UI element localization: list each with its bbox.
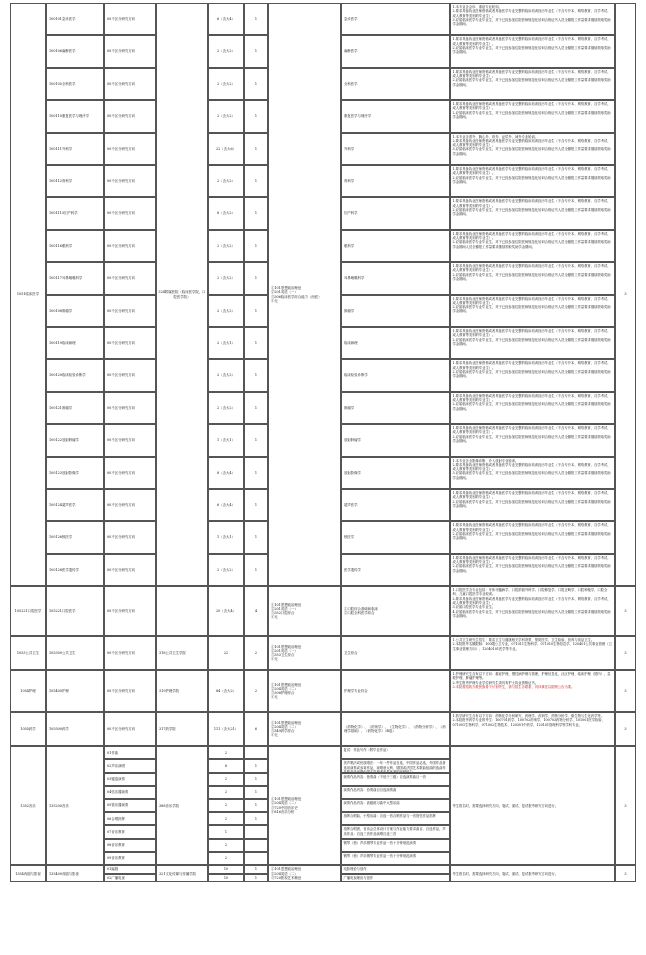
quota-cell: 8（含大4） [208,457,244,489]
exempt-cell: 1 [244,359,268,391]
exempt-cell: 1 [244,786,268,799]
remarks-cell [450,712,615,746]
quota-cell: 22 [208,636,244,670]
exam-subjects-cell: ①101思想政治理论 ②201英语（一） ③353卫生综合 ④无 [268,636,341,670]
remarks-text: 1.护理研究生含有以下方向：重症护理、慢性病护理与管理、护理信息化、社区护理、临床护理（国内）、急救护理、肿瘤护理等。 2.考生报考护理专业学位研究生须具有护士执业资格证书。 [452,672,611,685]
exempt-cell: 1 [244,133,268,165]
exam-subjects-cell: ①101思想政治理论 ②204英语（二） ③720中国音乐史 ④816音乐分析 [268,746,341,865]
research-direction-cell: 00不区分研究方向 [104,359,156,391]
retest-field-cell [341,786,450,799]
retest-field-text: 广播电视理论与创作 [343,875,374,880]
exempt-cell [244,852,268,865]
retest-field-cell: 耳鼻咽喉科学 [341,262,450,294]
research-direction-cell: 02广播电视 [104,874,156,883]
research-direction-cell: 08音乐教育 [104,839,156,852]
major-cell: 1354戏剧与影视 [10,865,46,882]
program-code-cell: 100117耳鼻咽喉科学 [46,262,104,294]
research-direction-cell: 00不区分研究方向 [104,133,156,165]
remarks-cell: 1.要求具备执业医师资格或者具备医学专业完整的临床培训经历毕业生（不含专升本、网络教育、自学考试、成人教育等类别的毕业生）。 2.应届临床医学专业毕业生，对于已经参加住院医师规范化培训合格证书人员全额报工作量要求继续领取奖助学金期间。 [450,68,615,100]
program-code-cell: 105500药学 [46,712,104,746]
research-direction-cell: 05管乐器演奏 [104,799,156,812]
retest-field-cell [341,865,450,874]
research-direction-cell: 00不区分研究方向 [104,165,156,197]
research-direction-cell: 00不区分研究方向 [104,35,156,67]
research-direction-cell: 02声乐演唱 [104,759,156,772]
exempt-cell: 1 [244,865,268,874]
retest-field-cell [341,773,450,786]
quota-cell: 2（含大2） [208,165,244,197]
research-direction-cell: 00不区分研究方向 [104,295,156,327]
retest-field-cell: 临床检验诊断学 [341,359,450,391]
major-cell: 1054护理 [10,670,46,712]
retest-field-text: 演奏作品内容：高级练习曲中大型乐曲 [343,801,400,805]
research-direction-cell: 00不区分研究方向 [104,3,156,35]
quota-cell: 2（含大2） [208,262,244,294]
quota-cell: 111（含大21） [208,712,244,746]
remarks-cell [450,636,615,670]
exam-subjects-cell: ①101思想政治理论 ②204英语（二） ③308护理综合 ④无 [268,670,341,712]
research-direction-cell: 00不区分研究方向 [104,712,156,746]
quota-cell: 2 [208,812,244,825]
exempt-cell: 1 [244,759,268,772]
exempt-cell: 2 [244,670,268,712]
quota-cell: 10 [208,874,244,883]
retest-field-cell: 放射肿瘤学 [341,424,450,456]
exam-subjects-cell: ①101思想政治理论 ②201英语（一） ③352口腔综合 ④无 [268,586,341,636]
remarks-cell: 1.要求具备执业医师资格或者具备医学专业完整的临床培训经历毕业生（不含专升本、网络教育、自学考试、成人教育等类别的毕业生）。 2.应届临床医学专业毕业生，对于已经参加住院医师规范化培训合格证书人员全额报工作量要求继续领取奖助学金期间。 [450,359,615,391]
retest-field-cell: ①口腔综合基础和临床 ②口腔全科医学综合 [341,586,450,636]
retest-field-cell: 放射影像学 [341,457,450,489]
program-code-cell: 105221口腔医学 [46,586,104,636]
program-code-cell: 100110康复医学与理疗学 [46,100,104,132]
quota-cell: 6（含大4） [208,489,244,521]
last-col-cell: 3 [615,746,636,865]
last-col-cell: 3 [615,712,636,746]
retest-field-cell: 肿瘤学 [341,392,450,424]
research-direction-cell: 00不区分研究方向 [104,636,156,670]
research-direction-cell: 01编剧 [104,865,156,874]
exempt-cell: 2 [244,636,268,670]
last-col-cell: 3 [615,865,636,882]
school-cell: 324附属医院（临床医学院，口腔医学院） [156,3,208,586]
exempt-cell: 1 [244,424,268,456]
exempt-cell: 1 [244,197,268,229]
school-cell: 388音乐学院 [156,746,208,865]
quota-cell: 1（含大1） [208,521,244,553]
exempt-cell: 1 [244,262,268,294]
remarks-cell: 1.要求具备执业医师资格或者具备医学专业完整的临床培训经历毕业生（不含专升本、网络教育、自学考试、成人教育等类别的毕业生）。 2.应届临床医学专业毕业生，对于已经参加住院医师规范化培训合格证书人员全额报工作量要求继续领取奖助学金期间。 [450,327,615,359]
exempt-cell: 1 [244,773,268,786]
remarks-cell: 考生报名时，需要选择研究方向，笔试、面试、复试报考研究方向进行。 [450,746,615,865]
remarks-highlight-text: 3.本院将招收少数民族骨干计划考生，请与招生办联系，具体事宜以院网公告为准。 [452,685,575,690]
retest-field-cell: 肿瘤学 [341,295,450,327]
remarks-text: 1.药学研究生含有以下方向：药物化学分析研究、药理学、药剂学、药物分析学、微生物与生化药学等。 2.本院报考药学专业的考生：100701药学、100702药剂学、100703药物分析学、101001医学检验、071001生物科学、071002生物技术、120301中药学、120101管理科学等学科专业。 [452,714,605,727]
remarks-cell: 1.要求具备执业医师资格或者具备医学专业完整的临床培训经历毕业生（不含专升本、网络教育、自学考试、成人教育等类别的毕业生）。 2.应届临床医学专业毕业生，对于已经参加住院医师规范化培训合格证书人员全额报工作量要求继续领取奖助学金期间。 [450,197,615,229]
program-code-cell: 100120临床检验诊断学 [46,359,104,391]
retest-field-cell: 核医学 [341,521,450,553]
exempt-cell: 1 [244,295,268,327]
retest-field-text: 美声唱法或民族唱法：一年一件作品自选，中国作品必选，外国作品者选用演奏或参赛作品，演唱意大利、德国或法国艺术歌曲组曲的选曲作品数首选演唱中国名声调者有着优秀的演唱能力。 [343,761,446,773]
quota-cell: 1 [208,825,244,838]
program-code-cell: 100108肿瘤学 [46,295,104,327]
program-code-cell: 100112骨科学 [46,165,104,197]
research-direction-cell: 00不区分研究方向 [104,327,156,359]
research-direction-cell: 00不区分研究方向 [104,424,156,456]
retest-field-text: 钢琴（独）声乐钢琴专业作品一首十分钟规范演奏 [343,853,417,858]
quota-cell: 2 [208,746,244,759]
remarks-cell: 1.要求具备执业医师资格或者具备医学专业完整的临床培训经历毕业生（不含专升本、网络教育、自学考试、成人教育等类别的毕业生）。 2.应届临床医学专业毕业生，对于已经参加住院医师规范化培训合格证书人员全额报工作量要求继续领取奖助学金期间。 [450,295,615,327]
quota-cell: 8 [208,759,244,772]
research-direction-cell: 00不区分研究方向 [104,586,156,636]
remarks-cell: 1.要求具备执业医师资格或者具备医学专业完整的临床培训经历毕业生（不含专升本、网络教育、自学考试、成人教育等类别的毕业生）。 2.应届临床医学专业毕业生，对于已经参加住院医师规范化培训合格证书人员全额报工作量要求继续领取奖助学金期间人员全额报工作量要求继续领取奖助学金期间。 [450,230,615,262]
retest-field-cell [341,874,450,883]
research-direction-cell: 00不区分研究方向 [104,392,156,424]
program-code-cell: 100124超声医学 [46,489,104,521]
research-direction-cell: 00不区分研究方向 [104,262,156,294]
quota-cell: 20（含大4） [208,586,244,636]
exam-subjects-cell: ①101思想政治理论 ②204英语（二） ③349药学综合 ④无 [268,712,341,746]
retest-field-text: 复试：作品写作（附毕业作品） [343,748,390,753]
research-direction-cell: 04弦乐器演奏 [104,786,156,799]
quota-cell: 2（含大2） [208,359,244,391]
quota-cell: 10 [208,865,244,874]
program-code-cell: 100119临床病理 [46,327,104,359]
remarks-cell: 考生报名时，需要选择研究方向，笔试、面试、复试报考研究方向进行。 [450,865,615,882]
quota-cell: 2 [208,852,244,865]
exam-subjects-cell: ①101思想政治理论 ②201英语（一） ③306临床医学综合能力（西医） ④无 [268,3,341,586]
school-cell [156,586,208,636]
research-direction-cell: 00不区分研究方向 [104,521,156,553]
school-cell: 317药学院 [156,712,208,746]
last-col-cell: 3 [615,586,636,636]
remarks-text: 1.公共卫生研究生招生：要求卫生与健康相关学科背景、预防医学、卫生检验、营养与食品卫生。 2.本院报考名额限制：100限公卫专业，071011生物科学、071010生物信息学、120401公共事业管理（卫生事业管理方向）、12040101医学等专业。 [452,638,612,651]
research-direction-cell: 01作曲 [104,746,156,759]
program-code-cell: 1001115妇产科学 [46,197,104,229]
retest-field-cell [341,746,450,759]
research-direction-cell: 00不区分研究方向 [104,554,156,586]
remarks-text: 1.口腔医学含专业包括：牙体牙髓病学、口腔颌面外科学、口腔修复学、口腔正畸学、口腔种植学、口腔全科、儿童口腔医学专业轮训。 2.要求具备执业医师资格或者具备医学专业完整的临床培训经历毕业生（不含专升本、网络教育、自学考试、成人教育等类别的毕业生）。 3.应届口腔医学专业毕业生。 4.应届临床医学专业毕业生，对于已经参加住院医师规范化培训合格证书人员全额报工作量要求继续领取奖助学金期间。 [452,588,611,618]
exempt-cell: 1 [244,100,268,132]
quota-cell: 84（含大2） [208,670,244,712]
remarks-cell: 1.要求具备执业医师资格或者具备医学专业完整的临床培训经历毕业生（不含专升本、网络教育、自学考试、成人教育等类别的毕业生）。 2.应届临床医学专业毕业生，对于已经参加住院医师规范化培训合格证书人员全额报工作量要求继续领取奖助学金期间。 [450,165,615,197]
major-cell: 1053公共卫生 [10,636,46,670]
last-col-cell: 3 [615,636,636,670]
remarks-cell [450,586,615,636]
quota-cell: 22（含大6） [208,133,244,165]
quota-cell: 2 [208,773,244,786]
exempt-cell [244,825,268,838]
quota-cell: 2 [208,799,244,812]
exempt-cell: 1 [244,68,268,100]
remarks-cell: 1.要求具备执业医师资格或者具备医学专业完整的临床培训经历毕业生（不含专升本、网络教育、自学考试、成人教育等类别的毕业生）。 2.应届临床医学专业毕业生，对于已经参加住院医师规范化培训合格证书人员全额报工作量要求继续领取奖助学金期间。 [450,392,615,424]
major-cell: 105221口腔医学 [10,586,46,636]
exam-subjects-cell: ①101思想政治理论 ②204英语（二） ③720影视艺术概论 [268,865,341,882]
last-col-cell: 3 [615,670,636,712]
quota-cell: 2（含大1） [208,327,244,359]
exempt-cell: 1 [244,3,268,35]
retest-field-text: 指挥合唱曲、小型乐曲：自选一首合唱作品与一首管弦作品指挥 [343,814,436,819]
exempt-cell [244,839,268,852]
program-code-cell: 100106麻醉医学 [46,35,104,67]
retest-field-cell: 医学遗传学 [341,554,450,586]
remarks-cell: 1.要求具备执业医师资格或者具备医学专业完整的临床培训经历毕业生（不含专升本、网络教育、自学考试、成人教育等类别的毕业生）。 2.应届临床医学专业毕业生，对于已经参加住院医师规范化培训合格证书人员全额报工作量要求继续领取奖助学金期间。 [450,262,615,294]
exempt-cell: 1 [244,392,268,424]
exempt-cell: 1 [244,165,268,197]
research-direction-cell: 00不区分研究方向 [104,100,156,132]
retest-field-text: 电影理论与创作 [343,867,367,872]
research-direction-cell: 00不区分研究方向 [104,489,156,521]
research-direction-cell: 06合唱指挥 [104,812,156,825]
retest-field-cell: 《药物化学》、《药剂学》、《生物化学》、《药物分析学》、《药理学基础》、《药物化学》（B卷） [341,712,450,746]
retest-field-text: 演奏作品内容：独奏曲（不低于三级）自选演奏曲目一首 [343,774,426,779]
research-direction-cell: 09音乐教育 [104,852,156,865]
program-code-cell: 105400护理 [46,670,104,712]
program-code-cell: 100101急诊医学 [46,3,104,35]
retest-field-cell: 急诊医学 [341,3,450,35]
remarks-cell: 1.本专业含全影像诊断、介入放射专业轮训。 2.要求具备执业医师资格或者具备医学专业完整的临床培训经历毕业生（不含专升本、网络教育、自学考试、成人教育等类别的毕业生）。 3.应届临床医学专业毕业生，对于已经参加住院医师规范化培训合格证书人员全额报工作量要求继续领取奖助学金期间。 [450,457,615,489]
exempt-cell: 1 [244,489,268,521]
research-direction-cell: 00不区分研究方向 [104,670,156,712]
school-cell: 319护理学院 [156,670,208,712]
program-code-cell: 105300公共卫生 [46,636,104,670]
quota-cell: 2（含大2） [208,554,244,586]
research-direction-cell: 00不区分研究方向 [104,68,156,100]
major-cell: 1352音乐 [10,746,46,865]
retest-field-cell: 康复医学与理疗学 [341,100,450,132]
research-direction-cell: 07音乐教育 [104,825,156,838]
research-direction-cell: 03键盘演奏 [104,773,156,786]
retest-field-cell: 超声医学 [341,489,450,521]
program-code-cell: 100128医学遗传学 [46,554,104,586]
remarks-cell: 1.本专业含会诊、重症专业轮训。 2.要求具备执业医师资格或者具备医学专业完整的临床培训经历毕业生（不含专升本、网络教育、自学考试、成人教育等类别的毕业生）。 3.应届临床医学专业毕业生，对于已经参加住院医师规范化培训合格证书人员全额报工作量要求继续领取奖助学金期间。 [450,3,615,35]
retest-field-extra: 作品，声乐作品：自选三首作品演唱自选三首 [343,827,446,836]
retest-field-cell: 外科学 [341,133,450,165]
exempt-cell: 6 [244,712,268,746]
retest-field-cell: 麻醉医学 [341,35,450,67]
program-code-cell: 100111外科学 [46,133,104,165]
research-direction-cell: 00不区分研究方向 [104,197,156,229]
program-code-cell: 100105全科医学 [46,68,104,100]
retest-field-cell [341,759,450,772]
school-cell: 318公共卫生学院 [156,636,208,670]
remarks-cell: 1.要求具备执业医师资格或者具备医学专业完整的临床培训经历毕业生（不含专升本、网络教育、自学考试、成人教育等类别的毕业生）。 2.应届临床医学专业毕业生，对于已经参加住院医师规范化培训合格证书人员全额报工作量要求继续领取奖助学金期间。 [450,100,615,132]
program-code-cell: 100123放射影像学 [46,457,104,489]
quota-cell: 2（含大2） [208,392,244,424]
retest-field-cell: 卫生综合 [341,636,450,670]
program-code-cell: 135200音乐 [46,746,104,865]
exempt-cell: 1 [244,457,268,489]
quota-cell: 2（含大2） [208,35,244,67]
research-direction-cell: 00不区分研究方向 [104,230,156,262]
quota-cell: 6（含大4） [208,3,244,35]
retest-field-cell [341,799,450,812]
retest-field-cell: 临床病理 [341,327,450,359]
retest-field-cell [341,852,450,865]
quota-cell: 2（含大2） [208,295,244,327]
program-code-cell: 100122放射肿瘤学 [46,424,104,456]
exempt-cell: 1 [244,521,268,553]
remarks-cell: 1.要求具备执业医师资格或者具备医学专业完整的临床培训经历毕业生（不含专升本、网络教育、自学考试、成人教育等类别的毕业生）。 2.应届临床医学专业毕业生，对于已经参加住院医师规范化培训合格证书人员全额报工作量要求继续领取奖助学金期间。 [450,554,615,586]
exempt-cell: 1 [244,812,268,825]
retest-field-cell: 骨科学 [341,165,450,197]
retest-field-cell [341,825,450,838]
exempt-cell [244,746,268,759]
admission-table [10,3,636,955]
quota-cell: 8（含大2） [208,197,244,229]
retest-field-text: 钢琴（独）声乐钢琴专业作品一首十分钟规范演奏 [343,840,417,845]
remarks-cell: 1.要求具备执业医师资格或者具备医学专业完整的临床培训经历毕业生（不含专升本、网络教育、自学考试、成人教育等类别的毕业生）。 2.应届临床医学专业毕业生，对于已经参加住院医师规范化培训合格证书人员全额报工作量要求继续领取奖助学金期间。 [450,35,615,67]
remarks-cell: 1.要求具备执业医师资格或者具备医学专业完整的临床培训经历毕业生（不含专升本、网络教育、自学考试、成人教育等类别的毕业生）。 2.应届临床医学专业毕业生，对于已经参加住院医师规范化培训合格证书人员全额报工作量要求继续领取奖助学金期间。 [450,521,615,553]
remarks-cell: 1.要求具备执业医师资格或者具备医学专业完整的临床培训经历毕业生（不含专升本、网络教育、自学考试、成人教育等类别的毕业生）。 2.应届临床医学专业毕业生，对于已经参加住院医师规范化培训合格证书人员全额报工作量要求继续领取奖助学金期间。 [450,424,615,456]
quota-cell: 2 [208,786,244,799]
exempt-cell: 1 [244,35,268,67]
quota-cell: 1（含大1） [208,424,244,456]
quota-cell: 2 [208,839,244,852]
retest-field-cell: 护理学专业综合 [341,670,450,712]
retest-field-cell [341,812,450,825]
major-cell: 1055药学 [10,712,46,746]
exempt-cell: 4 [244,586,268,636]
quota-cell: 2（含大2） [208,230,244,262]
retest-field-text: 指挥合唱团，音乐会总体设计方案与作业能力要求曲目、自选 [343,827,433,832]
school-cell: 321文化传媒与传播学院 [156,865,208,882]
retest-field-text: 演奏作品内容：协奏曲目自选演奏曲 [343,787,397,792]
exempt-cell: 1 [244,230,268,262]
retest-field-cell [341,839,450,852]
program-code-cell: 100116眼科学 [46,230,104,262]
remarks-cell: 1.本专业含普外、胸心外、骨外、泌尿外、神外专业轮训。 2.要求具备执业医师资格或者具备医学专业完整的临床培训经历毕业生（不含专升本、网络教育、自学考试、成人教育等类别的毕业生）。 3.应届临床医学专业毕业生，对于已经参加住院医师规范化培训合格证书人员全额报工作量要求继续领取奖助学金期间。 [450,133,615,165]
exempt-cell: 1 [244,554,268,586]
quota-cell: 2（含大2） [208,100,244,132]
research-direction-cell: 00不区分研究方向 [104,457,156,489]
quota-cell: 2（含大2） [208,68,244,100]
retest-field-cell: 妇产科学 [341,197,450,229]
remarks-cell: 1.要求具备执业医师资格或者具备医学专业完整的临床培训经历毕业生（不含专升本、网络教育、自学考试、成人教育等类别的毕业生）。 2.应届临床医学专业毕业生，对于已经参加住院医师规范化培训合格证书人员全额报工作量要求继续领取奖助学金期间。 [450,489,615,521]
retest-field-cell: 眼科学 [341,230,450,262]
last-col-cell: 3 [615,3,636,586]
exempt-cell: 1 [244,874,268,883]
program-code-cell: 100126核医学 [46,521,104,553]
major-cell: 1051临床医学 [10,3,46,586]
exempt-cell: 1 [244,799,268,812]
program-code-cell: 100121肿瘤学 [46,392,104,424]
program-code-cell: 135400戏剧与影视 [46,865,104,882]
retest-field-cell: 全科医学 [341,68,450,100]
remarks-cell [450,670,615,712]
exempt-cell: 1 [244,327,268,359]
